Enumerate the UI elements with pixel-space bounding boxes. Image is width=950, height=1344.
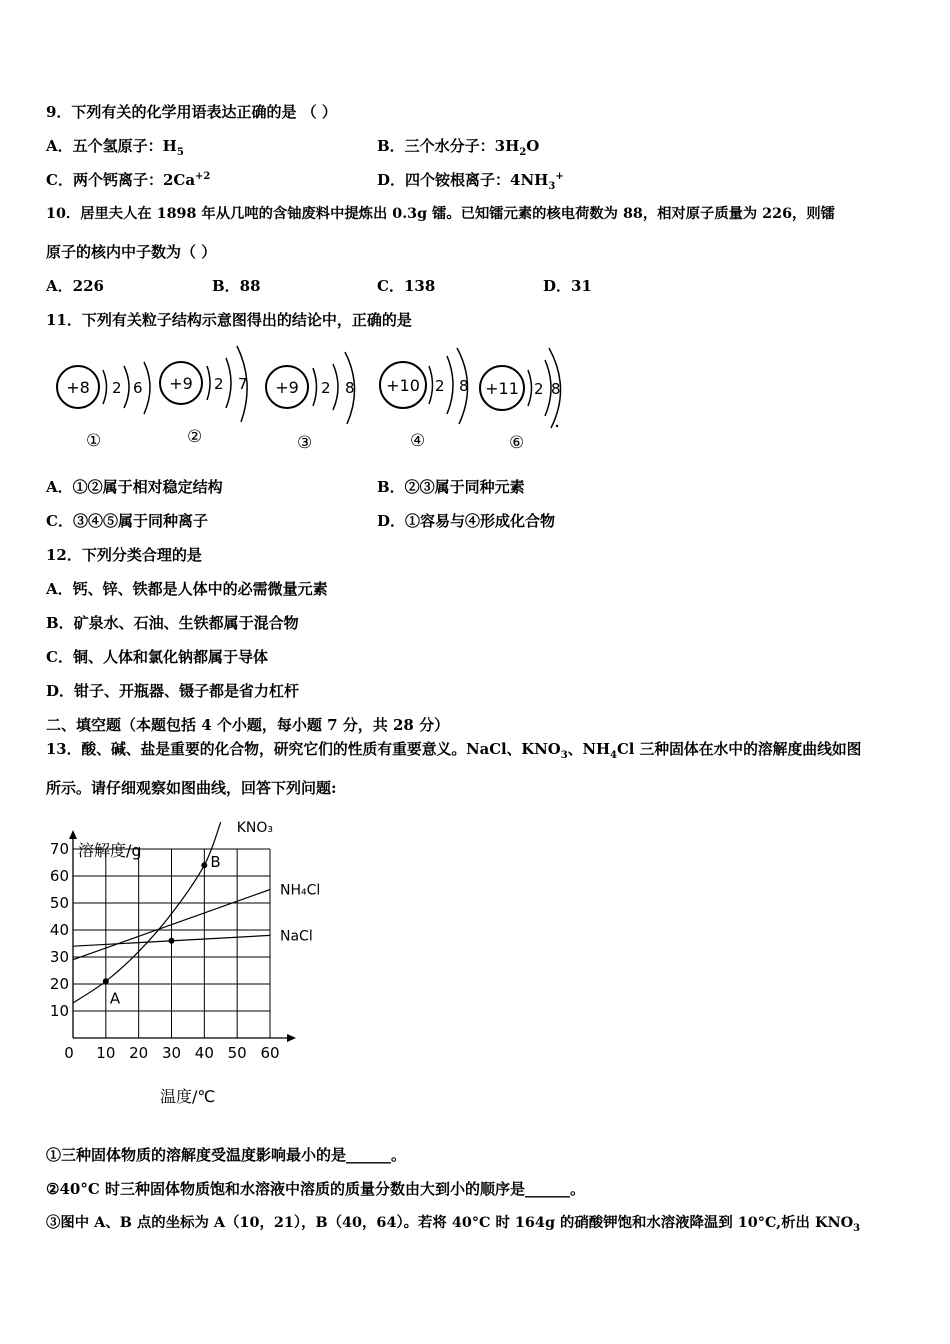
q11-option-c: C．③④⑤属于同种离子 <box>46 512 208 530</box>
y-tick-label: 70 <box>49 840 69 858</box>
y-tick-label: 60 <box>49 867 69 885</box>
shell-3-2: 8 <box>345 379 355 397</box>
shell-5-1: 2 <box>534 380 544 398</box>
label-4: ④ <box>410 431 426 451</box>
q10-option-b: B．88 <box>212 277 261 295</box>
y-tick-label: 10 <box>49 1002 69 1020</box>
q10-stem-line1: 10．居里夫人在 1898 年从几吨的含铀废料中提炼出 0.3g 镭。已知镭元素的核电荷数为 88，相对原子质量为 226，则镭 <box>46 206 835 222</box>
q10-option-d: D．31 <box>543 277 592 295</box>
shell-3-1: 2 <box>321 379 331 397</box>
q13-sub-question-1: ①三种固体物质的溶解度受温度影响最小的是______。 <box>46 1146 407 1164</box>
label-3: ③ <box>297 433 313 453</box>
q13-stem-line1: 13．酸、碱、盐是重要的化合物，研究它们的性质有重要意义。NaCl、$KNO_3$、$NH_4Cl$ 三种固体在水中的溶解度曲线如图 <box>46 741 862 761</box>
q12-option-c: C．铜、人体和氯化钠都属于导体 <box>46 648 268 666</box>
shell-4-2: 8 <box>459 377 469 395</box>
data-point <box>201 862 207 868</box>
nucleus-3: +9 <box>275 378 299 397</box>
x-tick-label: 30 <box>161 1044 182 1062</box>
particle-structure-4 <box>380 348 469 451</box>
q12-option-d: D．钳子、开瓶器、镊子都是省力杠杆 <box>46 682 300 700</box>
x-tick-label: 60 <box>260 1044 280 1062</box>
q10-option-c: C．138 <box>377 277 436 295</box>
q9-option-c: C．两个钙离子：$2Ca^{+2}$ <box>46 171 211 189</box>
point-label: B <box>210 853 221 872</box>
nucleus-1: +8 <box>66 378 90 397</box>
shell-4-1: 2 <box>435 377 445 395</box>
shell-1-2: 6 <box>133 379 143 397</box>
q12-option-b: B．矿泉水、石油、生铁都属于混合物 <box>46 614 299 632</box>
particle-structure-2 <box>160 346 248 447</box>
solubility-chart <box>40 820 321 1115</box>
y-tick-label: 50 <box>49 894 69 912</box>
q13-sub-question-2: ②40°C 时三种固体物质饱和水溶液中溶质的质量分数由大到小的顺序是______。 <box>46 1180 585 1198</box>
q12-stem: 12．下列分类合理的是 <box>46 546 202 564</box>
y-axis-arrow <box>69 830 77 839</box>
data-point <box>169 938 175 944</box>
q9-option-d: D．四个铵根离子：$4NH_3^+$ <box>377 171 564 192</box>
shell-1-1: 2 <box>112 379 122 397</box>
label-2: ② <box>187 427 203 447</box>
nucleus-2: +9 <box>169 374 193 393</box>
q11-option-d: D．①容易与④形成化合物 <box>377 512 556 530</box>
y-axis-label: 溶解度/g <box>78 841 142 860</box>
x-tick-label: 0 <box>64 1044 74 1062</box>
q10-stem-line2: 原子的核内中子数为（ ） <box>46 243 217 261</box>
series-label-2: NaCl <box>280 928 313 945</box>
series-label-0: KNO₃ <box>236 820 274 836</box>
q11-option-b: B．②③属于同种元素 <box>377 478 525 496</box>
x-axis-label: 温度/℃ <box>160 1087 216 1106</box>
nucleus-4: +10 <box>386 376 420 395</box>
q9-option-a: A．五个氢原子：$H_5$ <box>46 137 184 158</box>
q12-option-a: A．钙、锌、铁都是人体中的必需微量元素 <box>46 580 328 598</box>
q10-option-a: A．226 <box>46 277 104 295</box>
data-point <box>103 978 109 984</box>
y-tick-label: 30 <box>49 948 69 966</box>
point-label: A <box>109 989 121 1008</box>
label-1: ① <box>86 431 102 451</box>
y-tick-label: 40 <box>49 921 69 939</box>
shell-2-1: 2 <box>214 375 224 393</box>
y-tick-label: 20 <box>49 975 69 993</box>
x-tick-label: 50 <box>227 1044 247 1062</box>
q11-stem: 11．下列有关粒子结构示意图得出的结论中，正确的是 <box>46 311 412 329</box>
x-tick-label: 40 <box>194 1044 214 1062</box>
q9-option-b: B．三个水分子：$3H_2O$ <box>377 137 540 158</box>
shell-2-2: 7 <box>238 375 248 393</box>
nucleus-5: +11 <box>485 379 519 398</box>
q9-stem: 9．下列有关的化学用语表达正确的是 （ ） <box>46 103 337 121</box>
x-tick-label: 10 <box>96 1044 116 1062</box>
section-heading: 二、填空题（本题包括 4 个小题，每小题 7 分，共 28 分） <box>46 716 450 734</box>
x-axis-arrow <box>287 1034 296 1042</box>
shell-5-2: 8 <box>551 380 561 398</box>
particle-structure-diagrams <box>46 342 576 457</box>
particle-structure-3 <box>266 352 355 453</box>
q13-sub-question-3: ③图中 A、B 点的坐标为 A（10，21），B（40，64）。若将 40°C 时 164g 的硝酸钾饱和水溶液降温到 10°C,析出 $KNO_3$ <box>46 1214 861 1234</box>
particle-structure-5 <box>480 348 561 453</box>
label-5: ⑥ <box>509 433 525 453</box>
series-label-1: NH₄Cl <box>280 882 321 899</box>
q13-stem-line2: 所示。请仔细观察如图曲线，回答下列问题: <box>46 779 337 797</box>
q11-option-a: A．①②属于相对稳定结构 <box>46 478 223 496</box>
particle-structure-1 <box>57 362 150 451</box>
x-tick-label: 20 <box>129 1044 149 1062</box>
